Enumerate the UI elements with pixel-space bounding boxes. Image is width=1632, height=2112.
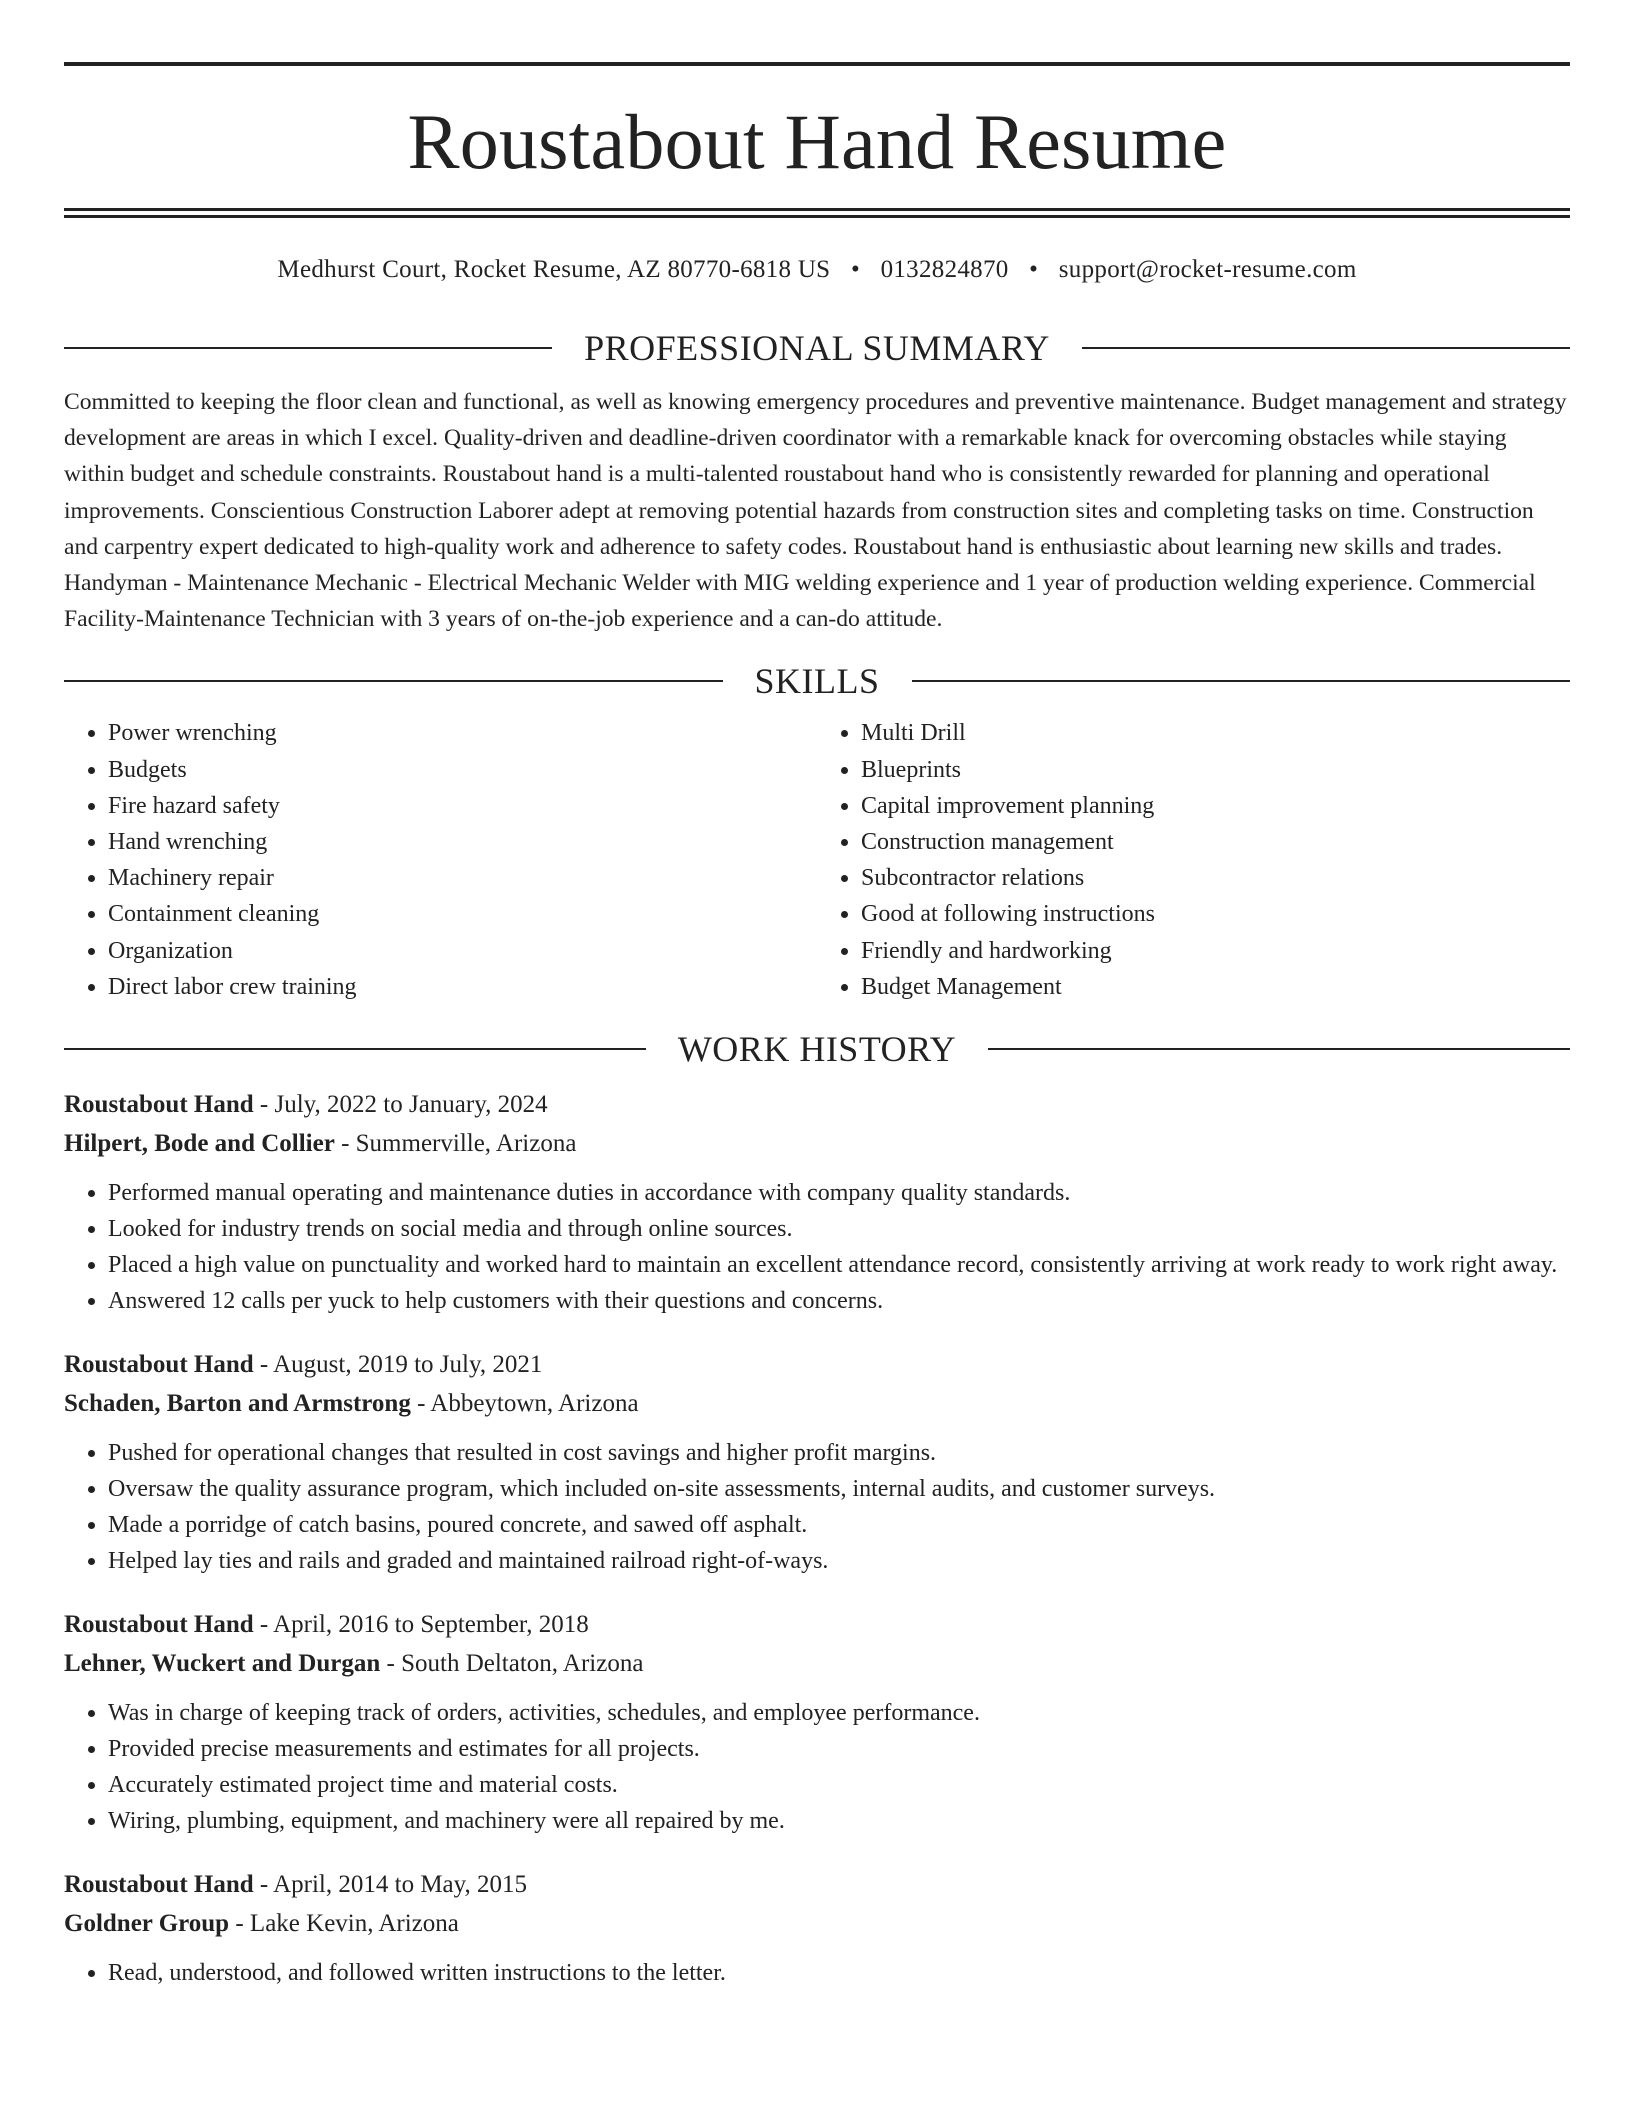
job-location: Summerville, Arizona xyxy=(355,1130,577,1158)
job-title-line xyxy=(64,1865,1570,1904)
heading-rule-left xyxy=(64,1048,646,1050)
job-bullet: • Helped lay ties and rails and graded and maintained railroad right-of-ways. xyxy=(108,1543,1570,1579)
skill-item: • Hand wrenching xyxy=(108,824,817,860)
job-location: Abbeytown, Arizona xyxy=(430,1390,639,1418)
job-entry xyxy=(64,1085,1570,1319)
skill-item: • Budget Management xyxy=(861,969,1570,1005)
skill-item: • Power wrenching xyxy=(108,715,817,751)
job-company: Schaden, Barton and Armstrong xyxy=(64,1390,411,1418)
skill-item: • Subcontractor relations xyxy=(861,860,1570,896)
heading-rule-right xyxy=(912,680,1571,682)
work-heading xyxy=(64,1027,1570,1071)
contact-separator: • xyxy=(850,256,861,283)
job-company-line xyxy=(64,1384,1570,1423)
job-bullets xyxy=(64,1955,1570,1991)
skill-item: • Budgets xyxy=(108,752,817,788)
skills-heading-label: SKILLS xyxy=(754,661,880,702)
skill-item: • Fire hazard safety xyxy=(108,788,817,824)
skill-item: • Good at following instructions xyxy=(861,896,1570,932)
job-dates: April, 2016 to September, 2018 xyxy=(273,1611,589,1639)
top-rule xyxy=(64,62,1570,66)
job-entry xyxy=(64,1605,1570,1839)
skill-item: • Containment cleaning xyxy=(108,896,817,932)
job-dates: August, 2019 to July, 2021 xyxy=(273,1351,543,1379)
skills-heading xyxy=(64,659,1570,703)
job-location: South Deltaton, Arizona xyxy=(401,1650,644,1678)
job-bullet: • Provided precise measurements and estimates for all projects. xyxy=(108,1731,1570,1767)
job-entry xyxy=(64,1345,1570,1579)
heading-rule-left xyxy=(64,347,552,349)
job-dash: - xyxy=(253,1091,275,1119)
job-title: Roustabout Hand xyxy=(64,1871,254,1899)
job-company-line xyxy=(64,1124,1570,1163)
job-company: Hilpert, Bode and Collier xyxy=(64,1130,335,1158)
summary-text: Committed to keeping the floor clean and functional, as well as knowing emergency procedures and preventive maintenance. Budget management and strategy development are areas in which I excel. Quality-driven and deadline-driven coordinator with a remarkable knack for overcoming obstacles while staying within budget and schedule constraints. Roustabout hand is a multi-talented roustabout hand who is consistently rewarded for planning and operational improvements. Conscientious Construction Laborer adept at removing potential hazards from construction sites and completing tasks on time. Construction and carpentry expert dedicated to high-quality work and adherence to safety codes. Roustabout hand is enthusiastic about learning new skills and trades. Handyman - Maintenance Mechanic - Electrical Mechanic Welder with MIG welding experience and 1 year of production welding experience. Commercial Facility-Maintenance Technician with 3 years of on-the-job experience and a can-do attitude. xyxy=(64,389,1567,633)
job-company-line xyxy=(64,1644,1570,1683)
job-company: Lehner, Wuckert and Durgan xyxy=(64,1650,381,1678)
resume-page xyxy=(64,0,1570,1991)
job-dash: - xyxy=(229,1910,250,1938)
summary-heading xyxy=(64,326,1570,370)
job-dash: - xyxy=(253,1871,274,1899)
job-bullet: • Read, understood, and followed written instructions to the letter. xyxy=(108,1955,1570,1991)
skill-item: • Capital improvement planning xyxy=(861,788,1570,824)
job-company: Goldner Group xyxy=(64,1910,230,1938)
job-dash: - xyxy=(253,1611,274,1639)
skill-item: • Blueprints xyxy=(861,752,1570,788)
job-bullet: • Accurately estimated project time and material costs. xyxy=(108,1767,1570,1803)
skill-item: • Machinery repair xyxy=(108,860,817,896)
job-company-line xyxy=(64,1904,1570,1943)
job-dash: - xyxy=(380,1650,402,1678)
job-entry xyxy=(64,1865,1570,1991)
job-dates: July, 2022 to January, 2024 xyxy=(274,1091,548,1119)
contact-line xyxy=(64,254,1570,286)
skill-item: • Construction management xyxy=(861,824,1570,860)
page-title: Roustabout Hand Resume xyxy=(407,98,1227,185)
work-heading-label: WORK HISTORY xyxy=(677,1029,957,1070)
skill-item: • Organization xyxy=(108,933,817,969)
job-bullet: • Was in charge of keeping track of orders, activities, schedules, and employee performance. xyxy=(108,1695,1570,1731)
job-title: Roustabout Hand xyxy=(64,1611,254,1639)
job-title: Roustabout Hand xyxy=(64,1351,254,1379)
job-title-line xyxy=(64,1085,1570,1124)
contact-phone: 0132824870 xyxy=(880,256,1009,283)
contact-separator: • xyxy=(1029,256,1039,283)
job-location: Lake Kevin, Arizona xyxy=(249,1910,459,1938)
job-bullet: • Looked for industry trends on social media and through online sources. xyxy=(108,1211,1570,1247)
contact-email: support@rocket-resume.com xyxy=(1058,256,1357,283)
heading-rule-left xyxy=(64,680,723,682)
job-bullets xyxy=(64,1175,1570,1319)
skills-column-right xyxy=(817,715,1570,1005)
skill-item: • Multi Drill xyxy=(861,715,1570,751)
job-bullet: • Placed a high value on punctuality and worked hard to maintain an excellent attendance record, consistently arriving at work ready to work right away. xyxy=(108,1247,1570,1283)
skill-item: • Friendly and hardworking xyxy=(861,933,1570,969)
heading-rule-right xyxy=(1082,347,1570,349)
job-title-line xyxy=(64,1605,1570,1644)
heading-rule-right xyxy=(988,1048,1570,1050)
job-title-line xyxy=(64,1345,1570,1384)
title-double-rule xyxy=(64,208,1570,218)
job-dash: - xyxy=(334,1130,356,1158)
job-bullet: • Answered 12 calls per yuck to help customers with their questions and concerns. xyxy=(108,1283,1570,1319)
skills-column-left xyxy=(64,715,817,1005)
job-title: Roustabout Hand xyxy=(64,1091,254,1119)
job-bullets xyxy=(64,1435,1570,1579)
skills-list xyxy=(64,715,1570,1005)
job-dates: April, 2014 to May, 2015 xyxy=(273,1871,528,1899)
job-bullet: • Performed manual operating and maintenance duties in accordance with company quality standards. xyxy=(108,1175,1570,1211)
job-bullet: • Oversaw the quality assurance program, which included on-site assessments, internal audits, and customer surveys. xyxy=(108,1471,1570,1507)
job-bullet: • Wiring, plumbing, equipment, and machinery were all repaired by me. xyxy=(108,1803,1570,1839)
job-dash: - xyxy=(410,1390,431,1418)
job-bullet: • Pushed for operational changes that resulted in cost savings and higher profit margins. xyxy=(108,1435,1570,1471)
job-bullets xyxy=(64,1695,1570,1839)
skill-item: • Direct labor crew training xyxy=(108,969,817,1005)
job-dash: - xyxy=(253,1351,274,1379)
job-bullet: • Made a porridge of catch basins, poured concrete, and sawed off asphalt. xyxy=(108,1507,1570,1543)
summary-heading-label: PROFESSIONAL SUMMARY xyxy=(584,328,1050,368)
contact-address: Medhurst Court, Rocket Resume, AZ 80770-6818 US xyxy=(277,256,831,283)
